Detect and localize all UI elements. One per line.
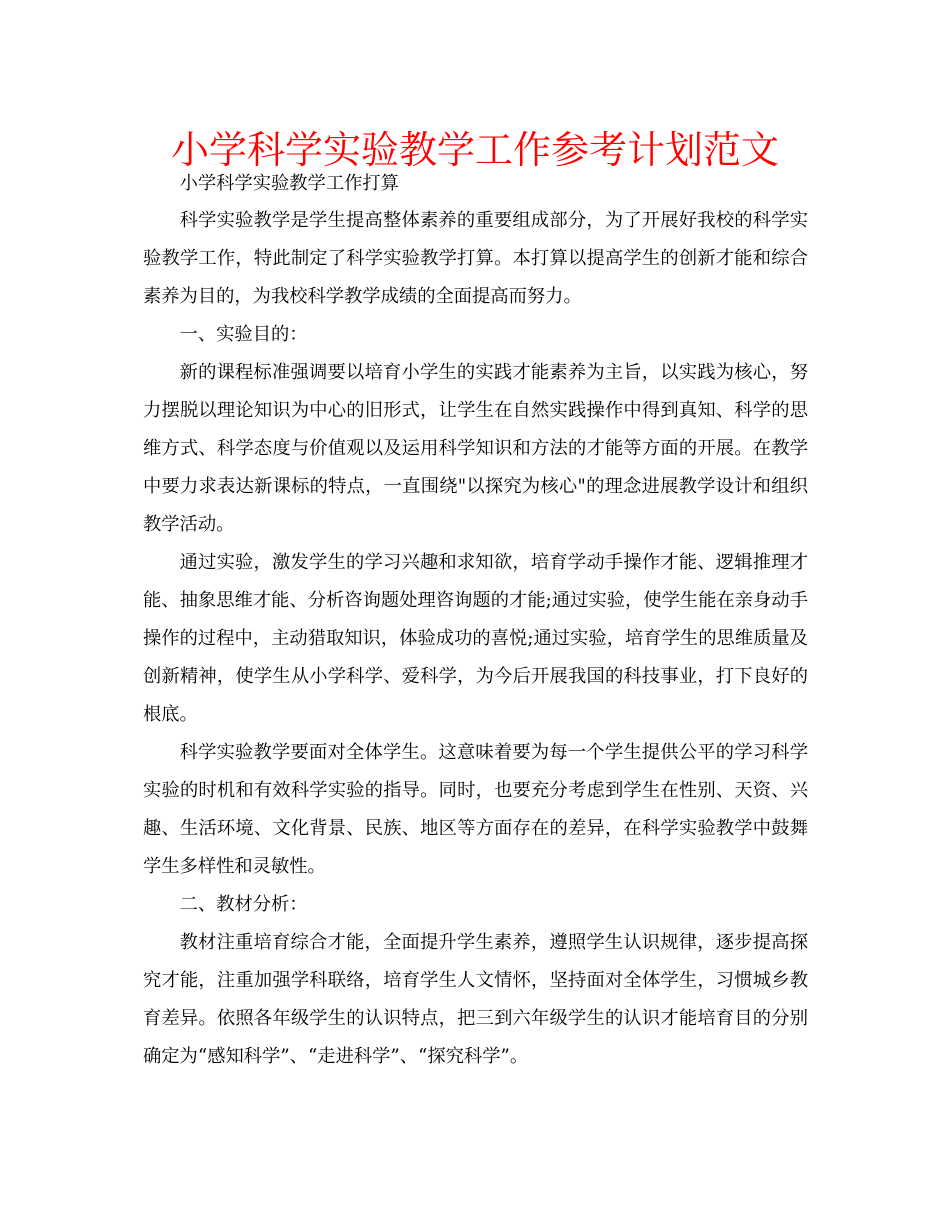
paragraph-textbook-analysis: 教材注重培育综合才能，全面提升学生素养，遵照学生认识规律，逐步提高探究才能，注重加强学科联络，培育学生人文情怀，坚持面对全体学生，习惯城乡教育差异。依照各年级学生的认识特点，把三到六年级学生的认识才能培育目的分别确定为“感知科学”、“走进科学”、“探究科学”。 xyxy=(143,932,808,1067)
section-heading-experiment-goals: 一、实验目的： xyxy=(179,324,308,345)
paragraph-experiment-purpose: 通过实验，激发学生的学习兴趣和求知欲，培育学动手操作才能、逻辑推理才能、抽象思维才能、分析咨询题处理咨询题的才能;通过实验，使学生能在亲身动手操作的过程中，主动猎取知识，体验成功的喜悦;通过实验，培育学生的思维质量及创新精神，使学生从小学科学、爱科学，为今后开展我国的科技事业，打下良好的根底。 xyxy=(143,552,808,725)
document-subtitle: 小学科学实验教学工作打算 xyxy=(179,173,399,194)
document-title: 小学科学实验教学工作参考计划范文 xyxy=(170,128,779,172)
paragraph-all-students: 科学实验教学要面对全体学生。这意味着要为每一个学生提供公平的学习科学实验的时机和有效科学实验的指导。同时，也要充分考虑到学生在性别、天资、兴趣、生活环境、文化背景、民族、地区等方面存在的差异，在科学实验教学中鼓舞学生多样性和灵敏性。 xyxy=(143,742,808,877)
paragraph-intro: 科学实验教学是学生提高整体素养的重要组成部分，为了开展好我校的科学实验教学工作，特此制定了科学实验教学打算。本打算以提高学生的创新才能和综合素养为目的，为我校科学教学成绩的全面提高而努力。 xyxy=(143,210,808,307)
section-heading-textbook-analysis: 二、教材分析： xyxy=(179,894,308,915)
document-body xyxy=(143,166,808,1076)
paragraph-curriculum-standard: 新的课程标准强调要以培育小学生的实践才能素养为主旨，以实践为核心，努力摆脱以理论知识为中心的旧形式，让学生在自然实践操作中得到真知、科学的思维方式、科学态度与价值观以及运用科学知识和方法的才能等方面的开展。在教学中要力求表达新课标的特点，一直围绕"以探究为核心"的理念进展教学设计和组织教学活动。 xyxy=(143,362,808,535)
